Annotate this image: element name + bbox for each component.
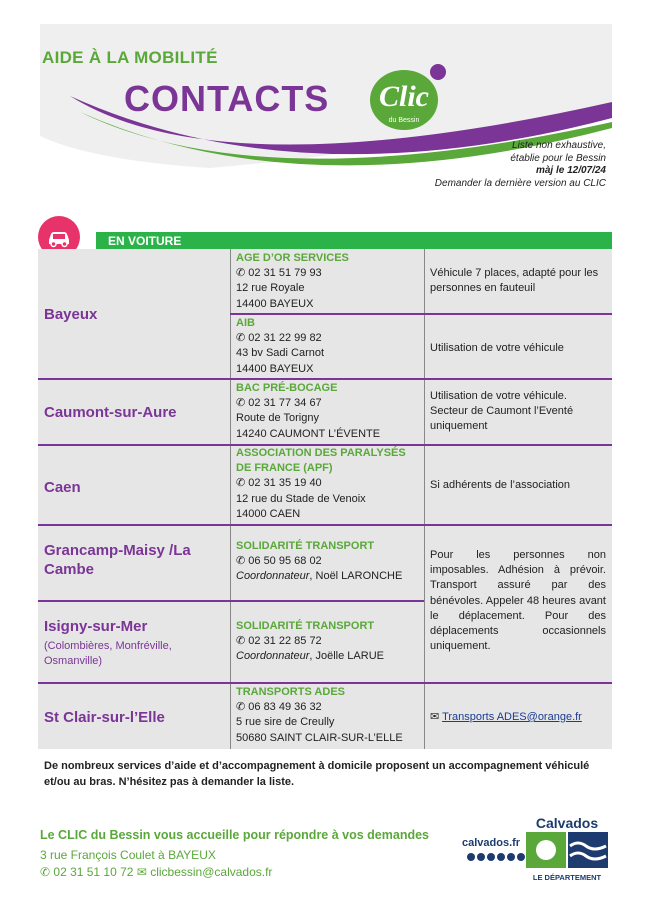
phone-age-dor[interactable]: ✆ 02 31 51 79 93: [236, 267, 322, 280]
desc-apf: Si adhérents de l’association: [430, 479, 571, 491]
clic-logo: [366, 62, 456, 132]
footer-address: 3 rue François Coulet à BAYEUX: [40, 848, 216, 862]
desc-solidarite: Pour les personnes non imposables. Adhésion à prévoir. Transport assuré par des bénévoles. Appeler 48 heures avant le déplacement. Pour des déplacements occasionnels uniquement.: [430, 549, 606, 653]
desc-aib: Utilisation de votre véhicule: [430, 342, 564, 354]
list-note: Liste non exhaustive, établie pour le Bessin màj le 12/07/24 Demander la dernière version au CLIC: [434, 140, 606, 189]
mail-icon: ✉: [430, 711, 443, 723]
phone-apf[interactable]: ✆ 02 31 35 19 40: [236, 477, 322, 490]
mail-icon: ✉: [136, 865, 151, 879]
town-bayeux: Bayeux: [44, 306, 98, 323]
footer-title: Le CLIC du Bessin vous accueille pour répondre à vos demandes: [40, 828, 429, 842]
phone-ades[interactable]: ✆ 06 83 49 36 32: [236, 701, 322, 714]
clic-logo-text: Clic: [379, 80, 429, 113]
contact-aib: AIB ✆ 02 31 22 99 82 43 bv Sadi Carnot 14400 BAYEUX: [236, 317, 325, 375]
social-icons: [466, 852, 526, 862]
header-subtitle: AIDE À LA MOBILITÉ: [42, 48, 218, 67]
footer-contact: [40, 865, 272, 879]
phone-aib[interactable]: ✆ 02 31 22 99 82: [236, 332, 322, 345]
desc-age-dor: Véhicule 7 places, adapté pour les personnes en fauteuil: [430, 267, 599, 295]
contacts-table: [38, 249, 612, 749]
phone-solidarite-2[interactable]: ✆ 02 31 22 85 72: [236, 635, 322, 648]
contact-bac: BAC PRÉ-BOCAGE ✆ 02 31 77 34 67 Route de Torigny 14240 CAUMONT L’ÉVENTE: [236, 382, 381, 440]
town-grancamp: Grancamp-Maisy /La Cambe: [44, 542, 191, 578]
section-label: EN VOITURE: [108, 234, 182, 248]
clic-logo-sub: du Bessin: [388, 117, 420, 124]
town-st-clair: St Clair-sur-l’Elle: [44, 709, 165, 726]
page-title: CONTACTS: [124, 78, 330, 119]
footer-phone[interactable]: ✆ 02 31 51 10 72: [40, 865, 134, 879]
contact-ades: TRANSPORTS ADES ✆ 06 83 49 36 32 5 rue sire de Creully 50680 SAINT CLAIR-SUR-L’ELLE: [236, 686, 403, 744]
contact-apf: ASSOCIATION DES PARALYSÉS DE FRANCE (APF) ✆ 02 31 35 19 40 12 rue du Stade de Venoix 14000 CAEN: [236, 446, 424, 522]
footer-email[interactable]: clicbessin@calvados.fr: [150, 865, 273, 879]
town-isigny: Isigny-sur-Mer: [44, 618, 148, 635]
calvados-brand: Calvados: [535, 815, 599, 831]
email-ades[interactable]: ✉ Transports ADES@orange.fr: [430, 711, 582, 723]
contact-solidarite-1: SOLIDARITÉ TRANSPORT ✆ 06 50 95 68 02 Coordonnateur, Noël LARONCHE: [236, 540, 403, 583]
desc-bac: Utilisation de votre véhicule. Secteur de Caumont l’Eventé uniquement: [430, 390, 574, 433]
footer-site[interactable]: calvados.fr: [462, 837, 521, 849]
phone-solidarite-1[interactable]: ✆ 06 50 95 68 02: [236, 555, 322, 568]
contact-solidarite-2: SOLIDARITÉ TRANSPORT ✆ 02 31 22 85 72 Coordonnateur, Joëlle LARUE: [236, 620, 384, 663]
town-caumont: Caumont-sur-Aure: [44, 404, 177, 421]
contact-age-dor: AGE D’OR SERVICES ✆ 02 31 51 79 93 12 rue Royale 14400 BAYEUX: [236, 252, 349, 310]
section-bar: [96, 232, 612, 249]
town-caen: Caen: [44, 479, 81, 496]
town-isigny-sub: (Colombières, Monfréville, Osmanville): [44, 640, 172, 667]
phone-bac[interactable]: ✆ 02 31 77 34 67: [236, 397, 322, 410]
calvados-logo: [520, 814, 614, 884]
calvados-sub: LE DÉPARTEMENT: [532, 873, 602, 882]
footnote: De nombreux services d’aide et d’accompagnement à domicile proposent un accompagnement véhiculé et/ou au bras. N’hésitez pas à demander la liste.: [44, 760, 590, 788]
